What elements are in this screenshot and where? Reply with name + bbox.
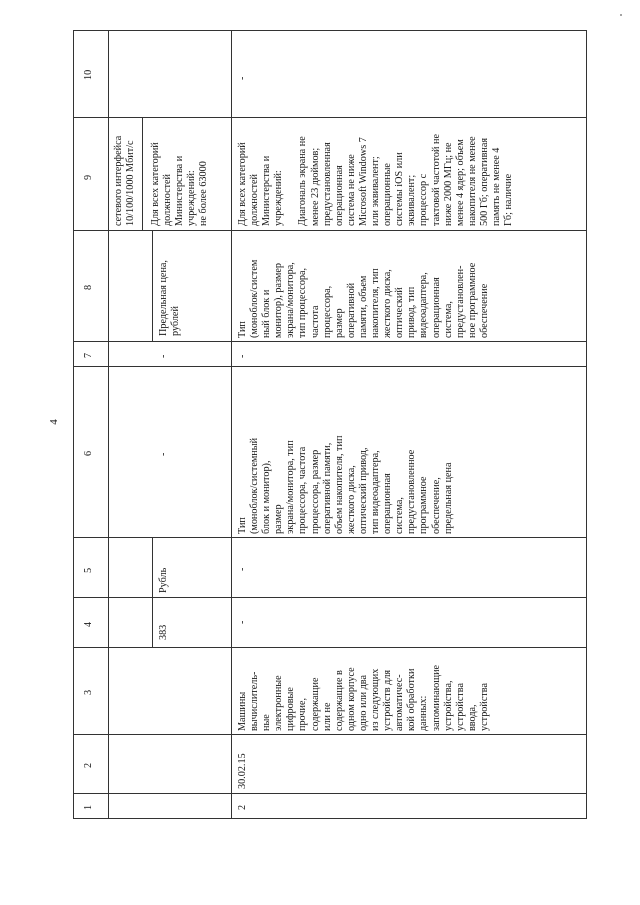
col-divider-6-5 (73, 537, 587, 538)
scan-speck (620, 14, 622, 16)
col-divider-4-3 (73, 647, 587, 648)
table-border-top-edge (73, 30, 74, 819)
row-divider-c (152, 537, 153, 647)
row-divider-d (231, 30, 232, 819)
col-divider-3-2 (73, 734, 587, 735)
row-divider-a (142, 117, 143, 230)
col-divider-2-1 (73, 793, 587, 794)
table-border-bottom-edge (586, 30, 587, 819)
table-border-right-edge (73, 30, 587, 31)
page-number: 4 (47, 419, 60, 425)
row-divider-b (152, 230, 153, 342)
table-border-left-edge (73, 818, 587, 819)
header-row-divider (108, 30, 109, 819)
col-divider-9-8 (73, 230, 587, 231)
col-divider-10-9 (73, 117, 587, 118)
col-divider-5-4 (73, 597, 587, 598)
col-divider-7-6 (73, 366, 587, 367)
col-divider-8-7 (73, 341, 587, 342)
